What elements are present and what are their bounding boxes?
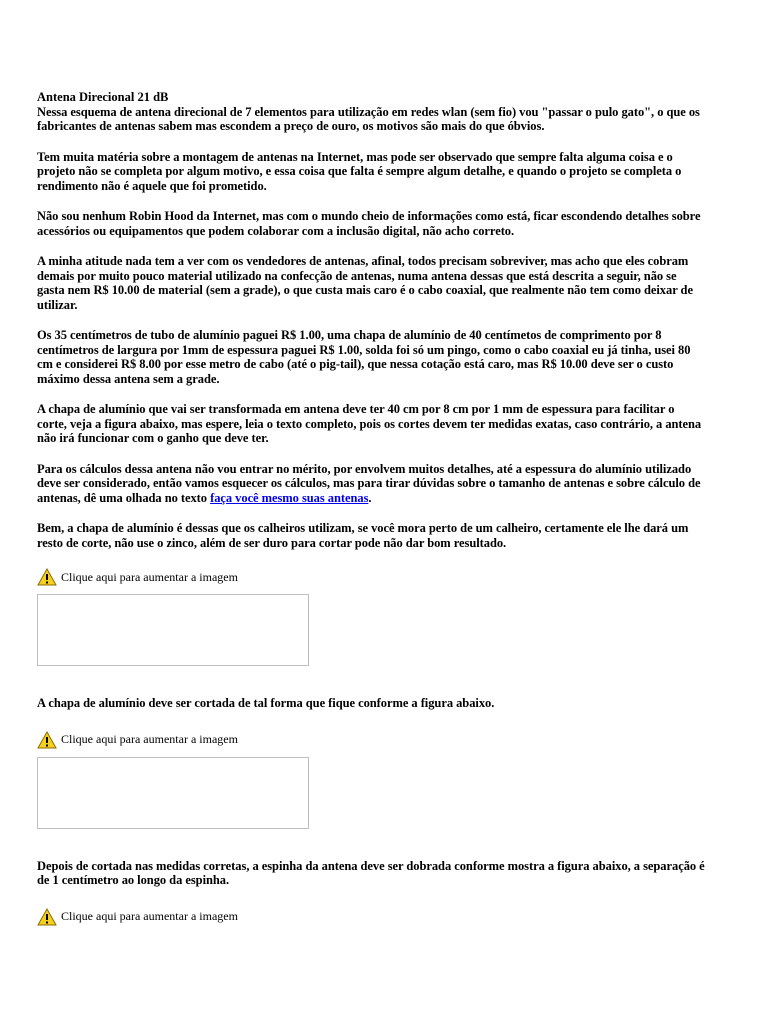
paragraph-7-text: Para os cálculos dessa antena não vou entrar no mérito, por envolvem muitos detalhes, até a espessura do alumínio utilizado deve ser considerado, então vamos esquecer os cálculos, mas para tirar dúvidas sobre o tamanho de antenas e sobre cálculo de antenas, dê uma olhada no texto (37, 461, 701, 505)
warning-icon (37, 908, 57, 926)
paragraph-7-end: . (368, 490, 372, 505)
enlarge-image-label[interactable]: Clique aqui para aumentar a imagem (61, 569, 238, 584)
enlarge-image-label[interactable]: Clique aqui para aumentar a imagem (61, 732, 238, 746)
paragraph-5: Os 35 centímetros de tubo de alumínio paguei R$ 1.00, uma chapa de alumínio de 40 centímetos de comprimento por 8 centímetros de largura por 1mm de espessura paguei R$ 1.00, solda foi só um pingo, como o cabo coaxial eu já tinha, usei 80 cm e considerei R$ 8.00 por esse metro de cabo (até o pig-tail), que nessa cotação está caro, mas R$ 10.00 deve ser o custo máximo dessa antena sem a grade. (37, 328, 691, 386)
paragraph-7 (37, 462, 707, 506)
paragraph-8: Bem, a chapa de alumínio é dessas que os calheiros utilizam, se você mora perto de um calheiro, certamente ele lhe dará um resto de corte, não use o zinco, além de ser duro para cortar pode não dar bom resultado. (37, 521, 689, 550)
paragraph-6: A chapa de alumínio que vai ser transformada em antena deve ter 40 cm por 8 cm por 1 mm de espessura para facilitar o corte, veja a figura abaixo, mas espere, leia o texto completo, pois os cortes devem ter medidas exatas, caso contrário, a antena não irá funcionar com o ganho que deve ter. (37, 402, 702, 445)
warning-icon (37, 731, 57, 749)
warning-icon (37, 568, 57, 586)
article-title: Antena Direcional 21 dB (37, 90, 169, 104)
paragraph-10: Depois de cortada nas medidas corretas, a espinha da antena deve ser dobrada conforme mostra a figura abaixo, a separação é de 1 centímetro ao longo da espinha. (37, 858, 705, 887)
paragraph-3: Não sou nenhum Robin Hood da Internet, mas com o mundo cheio de informações como está, ficar escondendo detalhes sobre acessórios ou equipamentos que podem colaborar com a inclusão digital, não acho correto. (37, 209, 701, 238)
paragraph-9: A chapa de alumínio deve ser cortada de tal forma que fique conforme a figura abaixo. (37, 696, 495, 710)
image-placeholder-2[interactable] (37, 757, 309, 829)
enlarge-image-notice-3[interactable] (37, 906, 707, 928)
diy-antennas-link[interactable]: faça você mesmo suas antenas (210, 490, 369, 505)
paragraph-intro: Nessa esquema de antena direcional de 7 elementos para utilização em redes wlan (sem fio) vou "passar o pulo gato", o que os fabricantes de antenas sabem mas escondem a preço de ouro, os motivos são mais do que óbvios. (37, 104, 700, 133)
article (37, 90, 707, 934)
enlarge-image-notice-2[interactable] (37, 729, 707, 751)
image-placeholder-1[interactable] (37, 594, 309, 666)
paragraph-2: Tem muita matéria sobre a montagem de antenas na Internet, mas pode ser observado que sempre falta alguma coisa e o projeto não se completa por algum motivo, e essa coisa que falta é sempre algum detalhe, e quando o projeto se completa o rendimento não é aquele que foi prometido. (37, 149, 682, 193)
enlarge-image-label[interactable]: Clique aqui para aumentar a imagem (61, 909, 238, 923)
enlarge-image-notice-1[interactable] (37, 566, 707, 588)
paragraph-4: A minha atitude nada tem a ver com os vendedores de antenas, afinal, todos precisam sobreviver, mas acho que eles cobram demais por muito pouco material utilizado na confecção de antenas, numa antena dessas que está descrita a seguir, não se gasta nem R$ 10.00 de material (sem a grade), o que custa mais caro é o cabo coaxial, que realmente não tem como deixar de utilizar. (37, 254, 693, 312)
